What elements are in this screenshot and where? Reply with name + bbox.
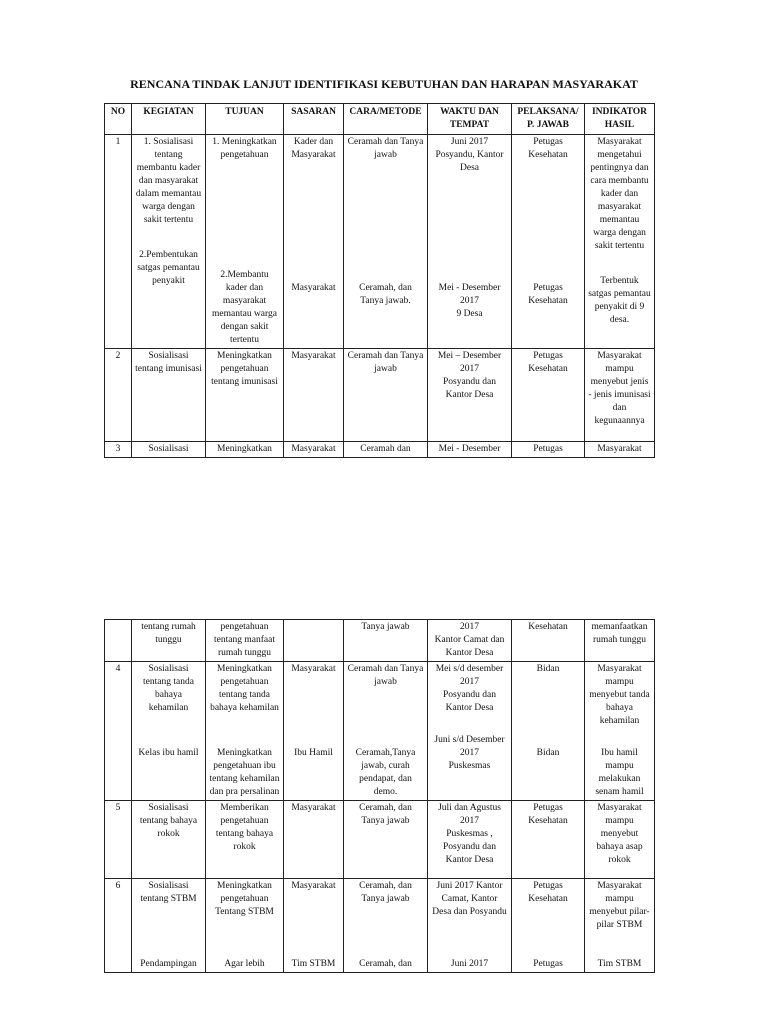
row-number: 2 — [105, 349, 132, 442]
table-row — [105, 620, 655, 662]
indikator-text: Ibu hamil mampu melakukan senam hamil — [595, 748, 644, 797]
sasaran-text: Masyarakat — [291, 664, 336, 674]
tujuan-text: 2.Membantu kader dan masyarakat memantau warga dengan sakit tertentu — [212, 270, 277, 345]
sasaran-text: Masyarakat — [291, 881, 336, 891]
row-number — [105, 620, 132, 662]
kegiatan-cell: tentang rumah tunggu — [132, 620, 206, 662]
indikator-text: Masyarakat mampu menyebut pilar-pilar STBM — [589, 881, 650, 930]
pelaksana-cell — [512, 879, 585, 973]
cara-cell: Tanya jawab — [344, 620, 428, 662]
kegiatan-cell: Sosialisasi — [132, 442, 206, 458]
waktu-text: Kantor Camat dan Kantor Desa — [434, 635, 505, 658]
kegiatan-text: Kelas ibu hamil — [138, 748, 199, 758]
waktu-text: Juli dan Agustus 2017 — [438, 803, 501, 826]
tujuan-text: Meningkatkan pengetahuan ibu tentang kehamilan dan pra persalinan — [209, 748, 280, 797]
waktu-text: Juni s/d Desember 2017 — [434, 735, 505, 758]
header-indikator: INDIKATOR HASIL — [585, 104, 655, 135]
table-row — [105, 662, 655, 801]
cara-text: Ceramah, dan — [359, 959, 412, 969]
indikator-cell: Masyarakat mampu menyebut bahaya asap rokok — [585, 801, 655, 879]
indikator-cell: Masyarakat — [585, 442, 655, 458]
tujuan-text: Meningkatkan pengetahuan tentang tanda bahaya kehamilan — [210, 664, 279, 713]
kegiatan-text: Sosialisasi tentang STBM — [140, 881, 197, 904]
sasaran-cell: Masyarakat — [284, 801, 344, 879]
pelaksana-cell: Kesehatan — [512, 620, 585, 662]
indikator-cell: Masyarakat mampu menyebut jenis - jenis imunisasi dan kegunaannya — [585, 349, 655, 442]
waktu-text: Juni 2017 Kantor Camat, Kantor Desa dan Posyandu — [432, 881, 507, 917]
kegiatan-text: Pendampingan — [140, 959, 197, 969]
table-row — [105, 135, 655, 349]
cara-cell — [344, 135, 428, 349]
tujuan-cell: Memberikan pengetahuan tentang bahaya rokok — [206, 801, 284, 879]
pelaksana-text: Petugas — [533, 959, 563, 969]
sasaran-cell — [284, 879, 344, 973]
cara-cell: Ceramah dan — [344, 442, 428, 458]
waktu-text: Puskesmas , Posyandu dan Kantor Desa — [442, 829, 497, 865]
tujuan-cell: Meningkatkan pengetahuan tentang imunisasi — [206, 349, 284, 442]
table-row — [105, 349, 655, 442]
tujuan-cell: pengetahuan tentang manfaat rumah tunggu — [206, 620, 284, 662]
kegiatan-text: 2.Pembentukan satgas pemantau penyakit — [137, 250, 200, 286]
tujuan-text: Agar lebih — [224, 959, 265, 969]
kegiatan-cell: Sosialisasi tentang imunisasi — [132, 349, 206, 442]
indikator-text: Tim STBM — [597, 959, 642, 969]
cara-cell: Ceramah, dan Tanya jawab — [344, 801, 428, 879]
pelaksana-text: Petugas Kesehatan — [528, 137, 568, 160]
waktu-cell — [428, 349, 512, 442]
cara-text: Ceramah, dan Tanya jawab. — [359, 283, 412, 306]
indikator-cell: memanfaatkan rumah tunggu — [585, 620, 655, 662]
table-header-row — [105, 104, 655, 135]
cara-text: Ceramah, dan Tanya jawab — [359, 881, 412, 904]
row-number: 5 — [105, 801, 132, 879]
waktu-cell — [428, 662, 512, 801]
waktu-text: 2017 — [460, 622, 479, 632]
tujuan-cell — [206, 135, 284, 349]
tujuan-cell — [206, 879, 284, 973]
waktu-cell — [428, 135, 512, 349]
pelaksana-cell — [512, 662, 585, 801]
cara-text: Ceramah dan Tanya jawab — [347, 664, 424, 687]
sasaran-cell — [284, 620, 344, 662]
waktu-text: Posyandu dan Kantor Desa — [442, 690, 497, 713]
pelaksana-text: Bidan — [536, 748, 560, 758]
table-row — [105, 879, 655, 973]
indikator-cell — [585, 662, 655, 801]
pelaksana-cell — [512, 135, 585, 349]
sasaran-text: Ibu Hamil — [294, 748, 333, 758]
pelaksana-cell: Petugas Kesehatan — [512, 349, 585, 442]
sasaran-text: Kader dan Masyarakat — [291, 137, 336, 160]
cara-cell — [344, 879, 428, 973]
sasaran-cell: Masyarakat — [284, 442, 344, 458]
table-row — [105, 442, 655, 458]
pelaksana-cell: Petugas — [512, 442, 585, 458]
sasaran-cell — [284, 135, 344, 349]
sasaran-text: Masyarakat — [291, 283, 336, 293]
waktu-text: Juni 2017 — [450, 959, 489, 969]
waktu-cell — [428, 879, 512, 973]
tujuan-cell: Meningkatkan — [206, 442, 284, 458]
header-tujuan: TUJUAN — [206, 104, 284, 135]
document-title: RENCANA TINDAK LANJUT IDENTIFIKASI KEBUTUHAN DAN HARAPAN MASYARAKAT — [130, 77, 638, 91]
row-number: 3 — [105, 442, 132, 458]
sasaran-text: Tim STBM — [291, 959, 336, 969]
sasaran-cell: Masyarakat — [284, 349, 344, 442]
waktu-text: Juni 2017 Posyandu, Kantor Desa — [435, 137, 504, 173]
sasaran-cell — [284, 662, 344, 801]
header-kegiatan: KEGIATAN — [132, 104, 206, 135]
cara-cell: Ceramah dan Tanya jawab — [344, 349, 428, 442]
kegiatan-cell — [132, 135, 206, 349]
row-number: 4 — [105, 662, 132, 801]
plan-table-page-1 — [104, 103, 655, 458]
header-no: NO — [105, 104, 132, 135]
kegiatan-cell — [132, 662, 206, 801]
waktu-cell — [428, 801, 512, 879]
kegiatan-cell: Sosialisasi tentang bahaya rokok — [132, 801, 206, 879]
waktu-text: Mei - Desember 2017 — [438, 283, 501, 306]
cara-text: Ceramah,Tanya jawab, curah pendapat, dan demo. — [355, 748, 416, 797]
waktu-text: Mei – Desember 2017 — [437, 351, 502, 374]
pelaksana-cell: Petugas Kesehatan — [512, 801, 585, 879]
tujuan-text: Meningkatkan pengetahuan Tentang STBM — [215, 881, 274, 917]
waktu-text: Posyandu dan Kantor Desa — [442, 377, 497, 400]
tujuan-cell — [206, 662, 284, 801]
indikator-text: Terbentuk satgas pemantau penyakit di 9 desa. — [588, 276, 651, 325]
header-cara-metode: CARA/METODE — [344, 104, 428, 135]
indikator-cell — [585, 135, 655, 349]
cara-cell — [344, 662, 428, 801]
waktu-cell — [428, 620, 512, 662]
header-waktu-tempat: WAKTU DAN TEMPAT — [428, 104, 512, 135]
tujuan-text: 1. Meningkatkan pengetahuan — [212, 137, 277, 160]
pelaksana-text: Petugas Kesehatan — [528, 283, 568, 306]
cara-text: Ceramah dan Tanya jawab — [347, 137, 424, 160]
table-row — [105, 801, 655, 879]
row-number: 6 — [105, 879, 132, 973]
waktu-text: Puskesmas — [448, 761, 491, 771]
waktu-text: Mei s/d desember 2017 — [435, 664, 504, 687]
indikator-cell — [585, 879, 655, 973]
pelaksana-text: Bidan — [536, 664, 560, 674]
kegiatan-cell — [132, 879, 206, 973]
kegiatan-text: 1. Sosialisasi tentang membantu kader dan masyarakat dalam memantau warga dengan sakit tertentu — [135, 137, 202, 225]
kegiatan-text: Sosialisasi tentang tanda bahaya kehamilan — [143, 664, 194, 713]
indikator-text: Masyarakat mengetahui pentingnya dan cara membantu kader dan masyarakat memantau warga dengan sakit tertentu — [590, 137, 649, 251]
header-pelaksana: PELAKSANA/ P. JAWAB — [512, 104, 585, 135]
waktu-text: 9 Desa — [456, 309, 483, 319]
row-number: 1 — [105, 135, 132, 349]
header-sasaran: SASARAN — [284, 104, 344, 135]
indikator-text: Masyarakat mampu menyebut tanda bahaya kehamilan — [589, 664, 650, 726]
plan-table-page-2 — [104, 619, 655, 973]
pelaksana-text: Petugas Kesehatan — [528, 881, 568, 904]
waktu-cell: Mei - Desember — [428, 442, 512, 458]
